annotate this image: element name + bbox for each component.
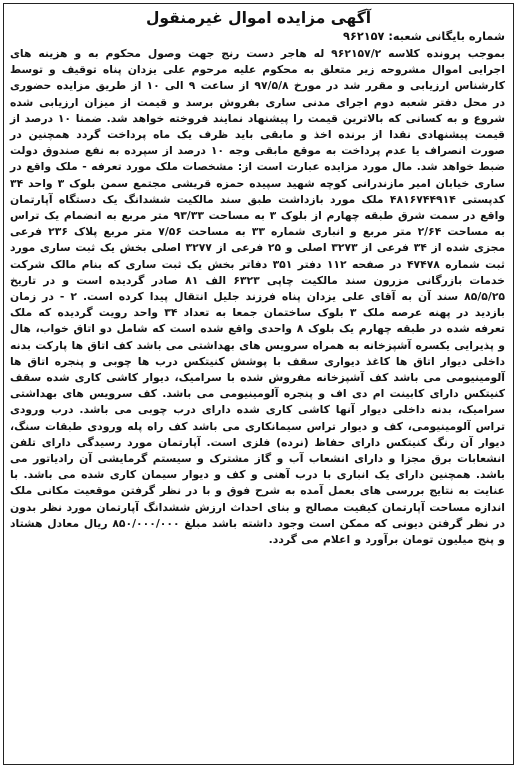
notice-body [10, 46, 505, 548]
notice-body-text: بموجب پرونده کلاسه ۹۶۲۱۵۷/۲ له هاجر دست رنج جهت وصول محکوم به و هزینه های اجرایی اموال مشروحه زیر متعلق به محکوم علیه مرحوم علی یزدان پناه توقیف و توسط کارشناس ارزیابی و مقرر شد در مورخ ۹۷/۵/۸ از ساعت ۹ الی ۱۰ از طریق مزایده حضوری در محل دفتر شعبه دوم اجرای مدنی ساری بفروش برسد و قیمت از میزان ارزیابی شده شروع و به کسانی که بالاترین قیمت را پیشنهاد نمایند فروخته خواهد شد. ضمنا ۱۰ درصد از قیمت پیشنهادی نقدا از برنده اخذ و مابقی باید ظرف یک ماه پرداخت گردد همچنین در صورت انصراف یا عدم پرداخت به موقع مابقی وجه ۱۰ درصد از سپرده به نفع صندوق دولت ضبط خواهد شد. مال مورد مزایده عبارت است از: مشخصات ملک مورد تعرفه - ملک واقع در ساری خیابان امیر مازندرانی کوچه شهید سپیده حمزه قریشی مجتمع سمن بلوک ۳ واحد ۳۴ کدپستی ۴۸۱۶۷۴۴۹۱۴ ملک مورد بازداشت طبق سند مالکیت ششدانگ یک دستگاه آپارتمان واقع در سمت شرق طبقه چهارم از بلوک ۳ به مساحت ۹۳/۳۳ متر مربع به انضمام یک تراس به مساحت ۲/۶۴ متر مربع و انباری شماره ۳۳ به مساحت ۷/۵۶ متر مربع پلاک ۲۳۶ فرعی مجزی شده از ۳۴ فرعی از ۳۲۷۳ اصلی و ۲۵ فرعی از ۳۲۷۷ اصلی بخش یک ثبت ساری مورد ثبت شماره ۴۷۴۷۸ در صفحه ۱۱۲ دفتر ۳۵۱ دفاتر بخش یک ثبت ساری که بنام مالک شرکت خدمات بازرگانی مزرون سند مالکیت چاپی ۶۳۲۳ الف ۸۱ صادر گردیده است و در تاریخ ۸۵/۵/۲۵ سند آن به آقای علی یزدان پناه فرزند جلیل انتقال پیدا کرده است. ۲ - در زمان بازدید در پهنه عرصه ملک ۳ بلوک ساختمان جمعا به تعداد ۳۴ واحد رویت گردیده که ملک تعرفه شده در طبقه چهارم یک بلوک ۸ واحدی واقع شده است که شامل دو اتاق خواب، هال و پذیرایی یکسره آشپزخانه به همراه سرویس های بهداشتی می باشد کف اتاق ها پارکت بدنه داخلی دیوار اتاق ها کاغذ دیواری سقف با پوشش کنیتکس درب ها چوبی و پنجره اتاق ها آلومینیومی می باشد کف آشپزخانه مفروش شده با سرامیک، دیوار کاشی کاری شده سقف کنیتکس دارای کابینت ام دی اف و پنجره آلومینیومی می باشد. کف سرویس های بهداشتی سرامیک، بدنه داخلی دیوار آنها کاشی کاری شده دارای درب چوبی می باشد. درب ورودی تراس آلومینیومی، کف و دیوار تراس سیمانکاری می باشد کف راه پله ورودی طبقات سنگ، دیوار آن رنگ کنیتکس دارای حفاظ (نرده) فلزی است. آپارتمان مورد رسیدگی دارای تلفن انشعابات برق مجزا و دارای انشعاب آب و گاز مشترک و سیستم گرمایشی آن رادیاتور می باشد. همچنین دارای یک انباری با درب آهنی و کف و دیوار سیمان کاری شده می باشد. با عنایت به نتایج بررسی های بعمل آمده به شرح فوق و با در نظر گرفتن موقعیت مکانی ملک اندازه مساحت آپارتمان کیفیت مصالح و بنای احداث ارزش ششدانگ آپارتمان مورد نظر بدون در نظر گرفتن دیونی که ممکن است وجود داشته باشد مبلغ ۸۵۰/۰۰۰/۰۰۰ ریال معادل هشتاد و پنج میلیون تومان برآورد و اعلام می گردد. [10, 47, 506, 547]
notice-title: آگهی مزایده اموال غیرمنقول [145, 9, 372, 27]
archive-number: شماره بایگانی شعبه: ۹۶۲۱۵۷ [343, 30, 505, 43]
notice-frame [3, 3, 514, 765]
